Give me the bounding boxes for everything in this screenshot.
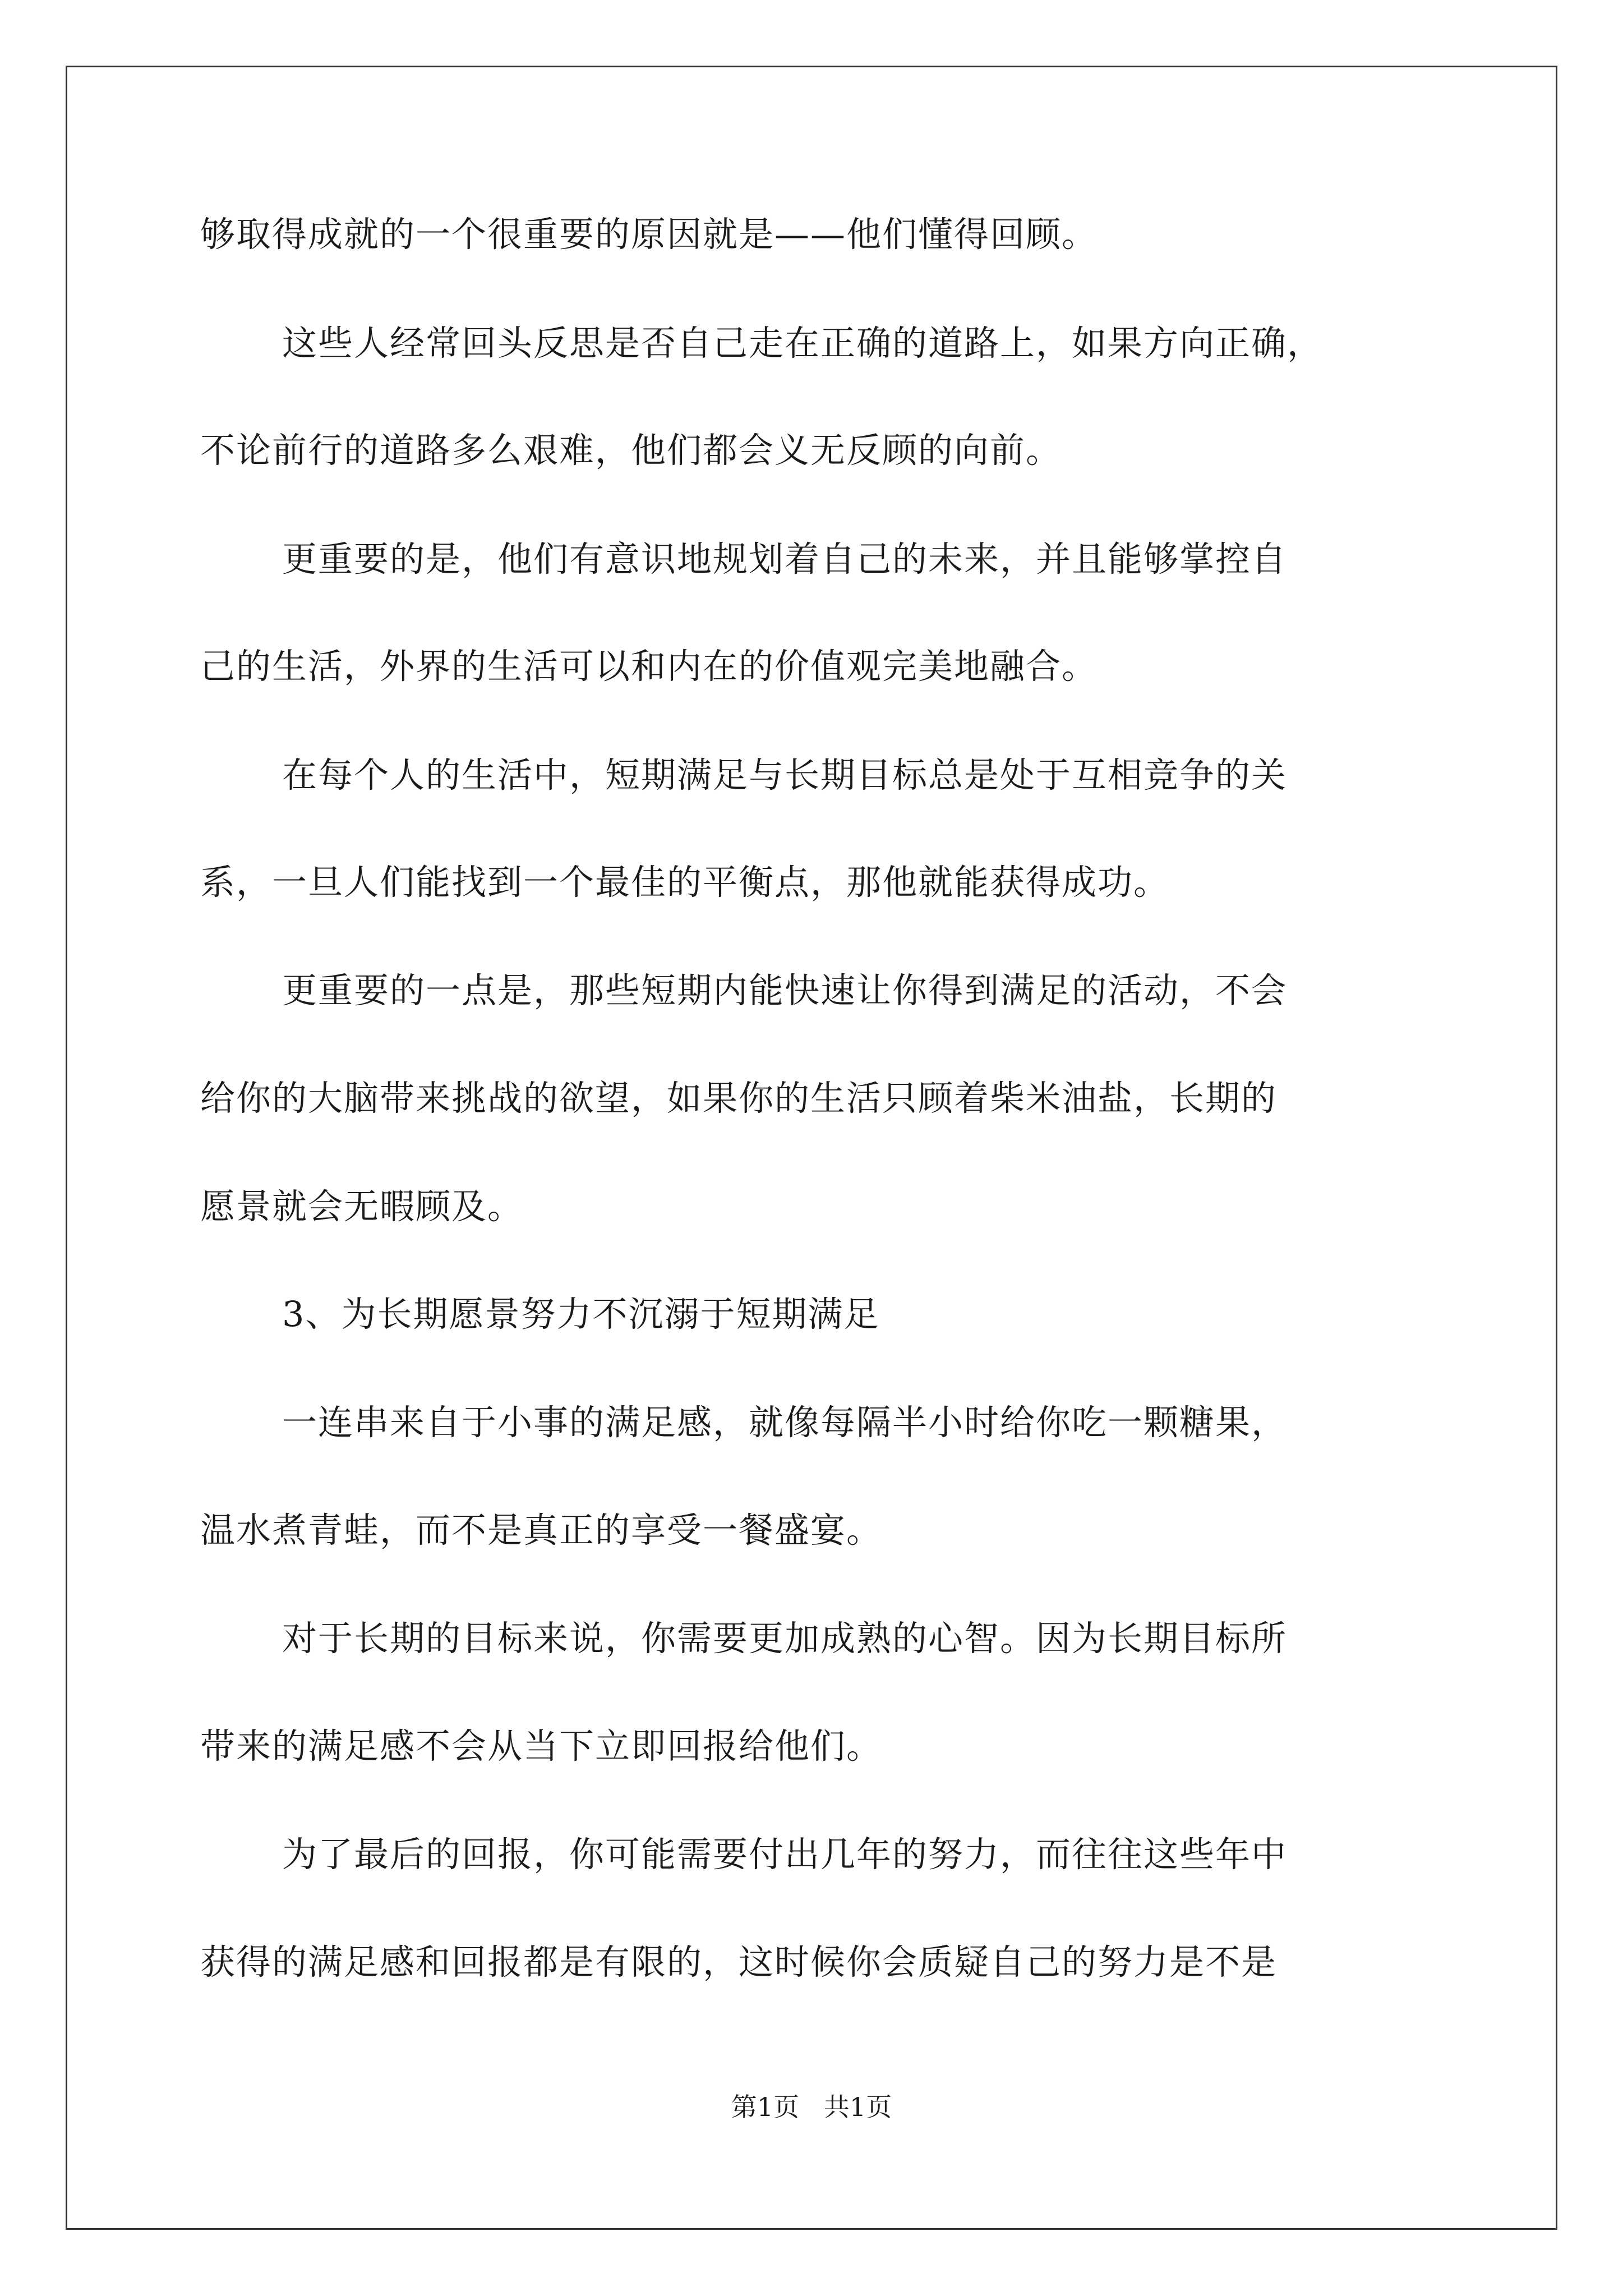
text-line: 给你的大脑带来挑战的欲望，如果你的生活只顾着柴米油盐，长期的 xyxy=(200,1078,1278,1119)
text-line: 一连串来自于小事的满足感，就像每隔半小时给你吃一颗糖果， xyxy=(282,1402,1288,1443)
text-line: 为了最后的回报，你可能需要付出几年的努力，而往往这些年中 xyxy=(282,1834,1288,1875)
text-line: 够取得成就的一个很重要的原因就是——他们懂得回顾。 xyxy=(200,214,1098,255)
text-line: 己的生活，外界的生活可以和内在的价值观完美地融合。 xyxy=(200,646,1098,687)
text-line: 温水煮青蛙，而不是真正的享受一餐盛宴。 xyxy=(200,1510,883,1550)
page-border xyxy=(66,66,1557,2230)
text-line: 不论前行的道路多么艰难，他们都会义无反顾的向前。 xyxy=(200,430,1062,471)
section-heading: 3、为长期愿景努力不沉溺于短期满足 xyxy=(282,1294,880,1335)
text-line: 对于长期的目标来说，你需要更加成熟的心智。因为长期目标所 xyxy=(282,1618,1288,1659)
text-line: 获得的满足感和回报都是有限的，这时候你会质疑自己的努力是不是 xyxy=(200,1941,1278,1982)
text-line: 更重要的一点是，那些短期内能快速让你得到满足的活动，不会 xyxy=(282,970,1288,1011)
text-line: 更重要的是，他们有意识地规划着自己的未来，并且能够掌控自 xyxy=(282,539,1288,579)
text-line: 在每个人的生活中，短期满足与长期目标总是处于互相竞争的关 xyxy=(282,754,1288,795)
text-line: 这些人经常回头反思是否自己走在正确的道路上，如果方向正确， xyxy=(282,323,1324,364)
text-line: 带来的满足感不会从当下立即回报给他们。 xyxy=(200,1726,883,1766)
page-footer: 第1页 共1页 xyxy=(731,2092,892,2122)
text-line: 系，一旦人们能找到一个最佳的平衡点，那他就能获得成功。 xyxy=(200,862,1170,903)
text-line: 愿景就会无暇顾及。 xyxy=(200,1186,524,1227)
